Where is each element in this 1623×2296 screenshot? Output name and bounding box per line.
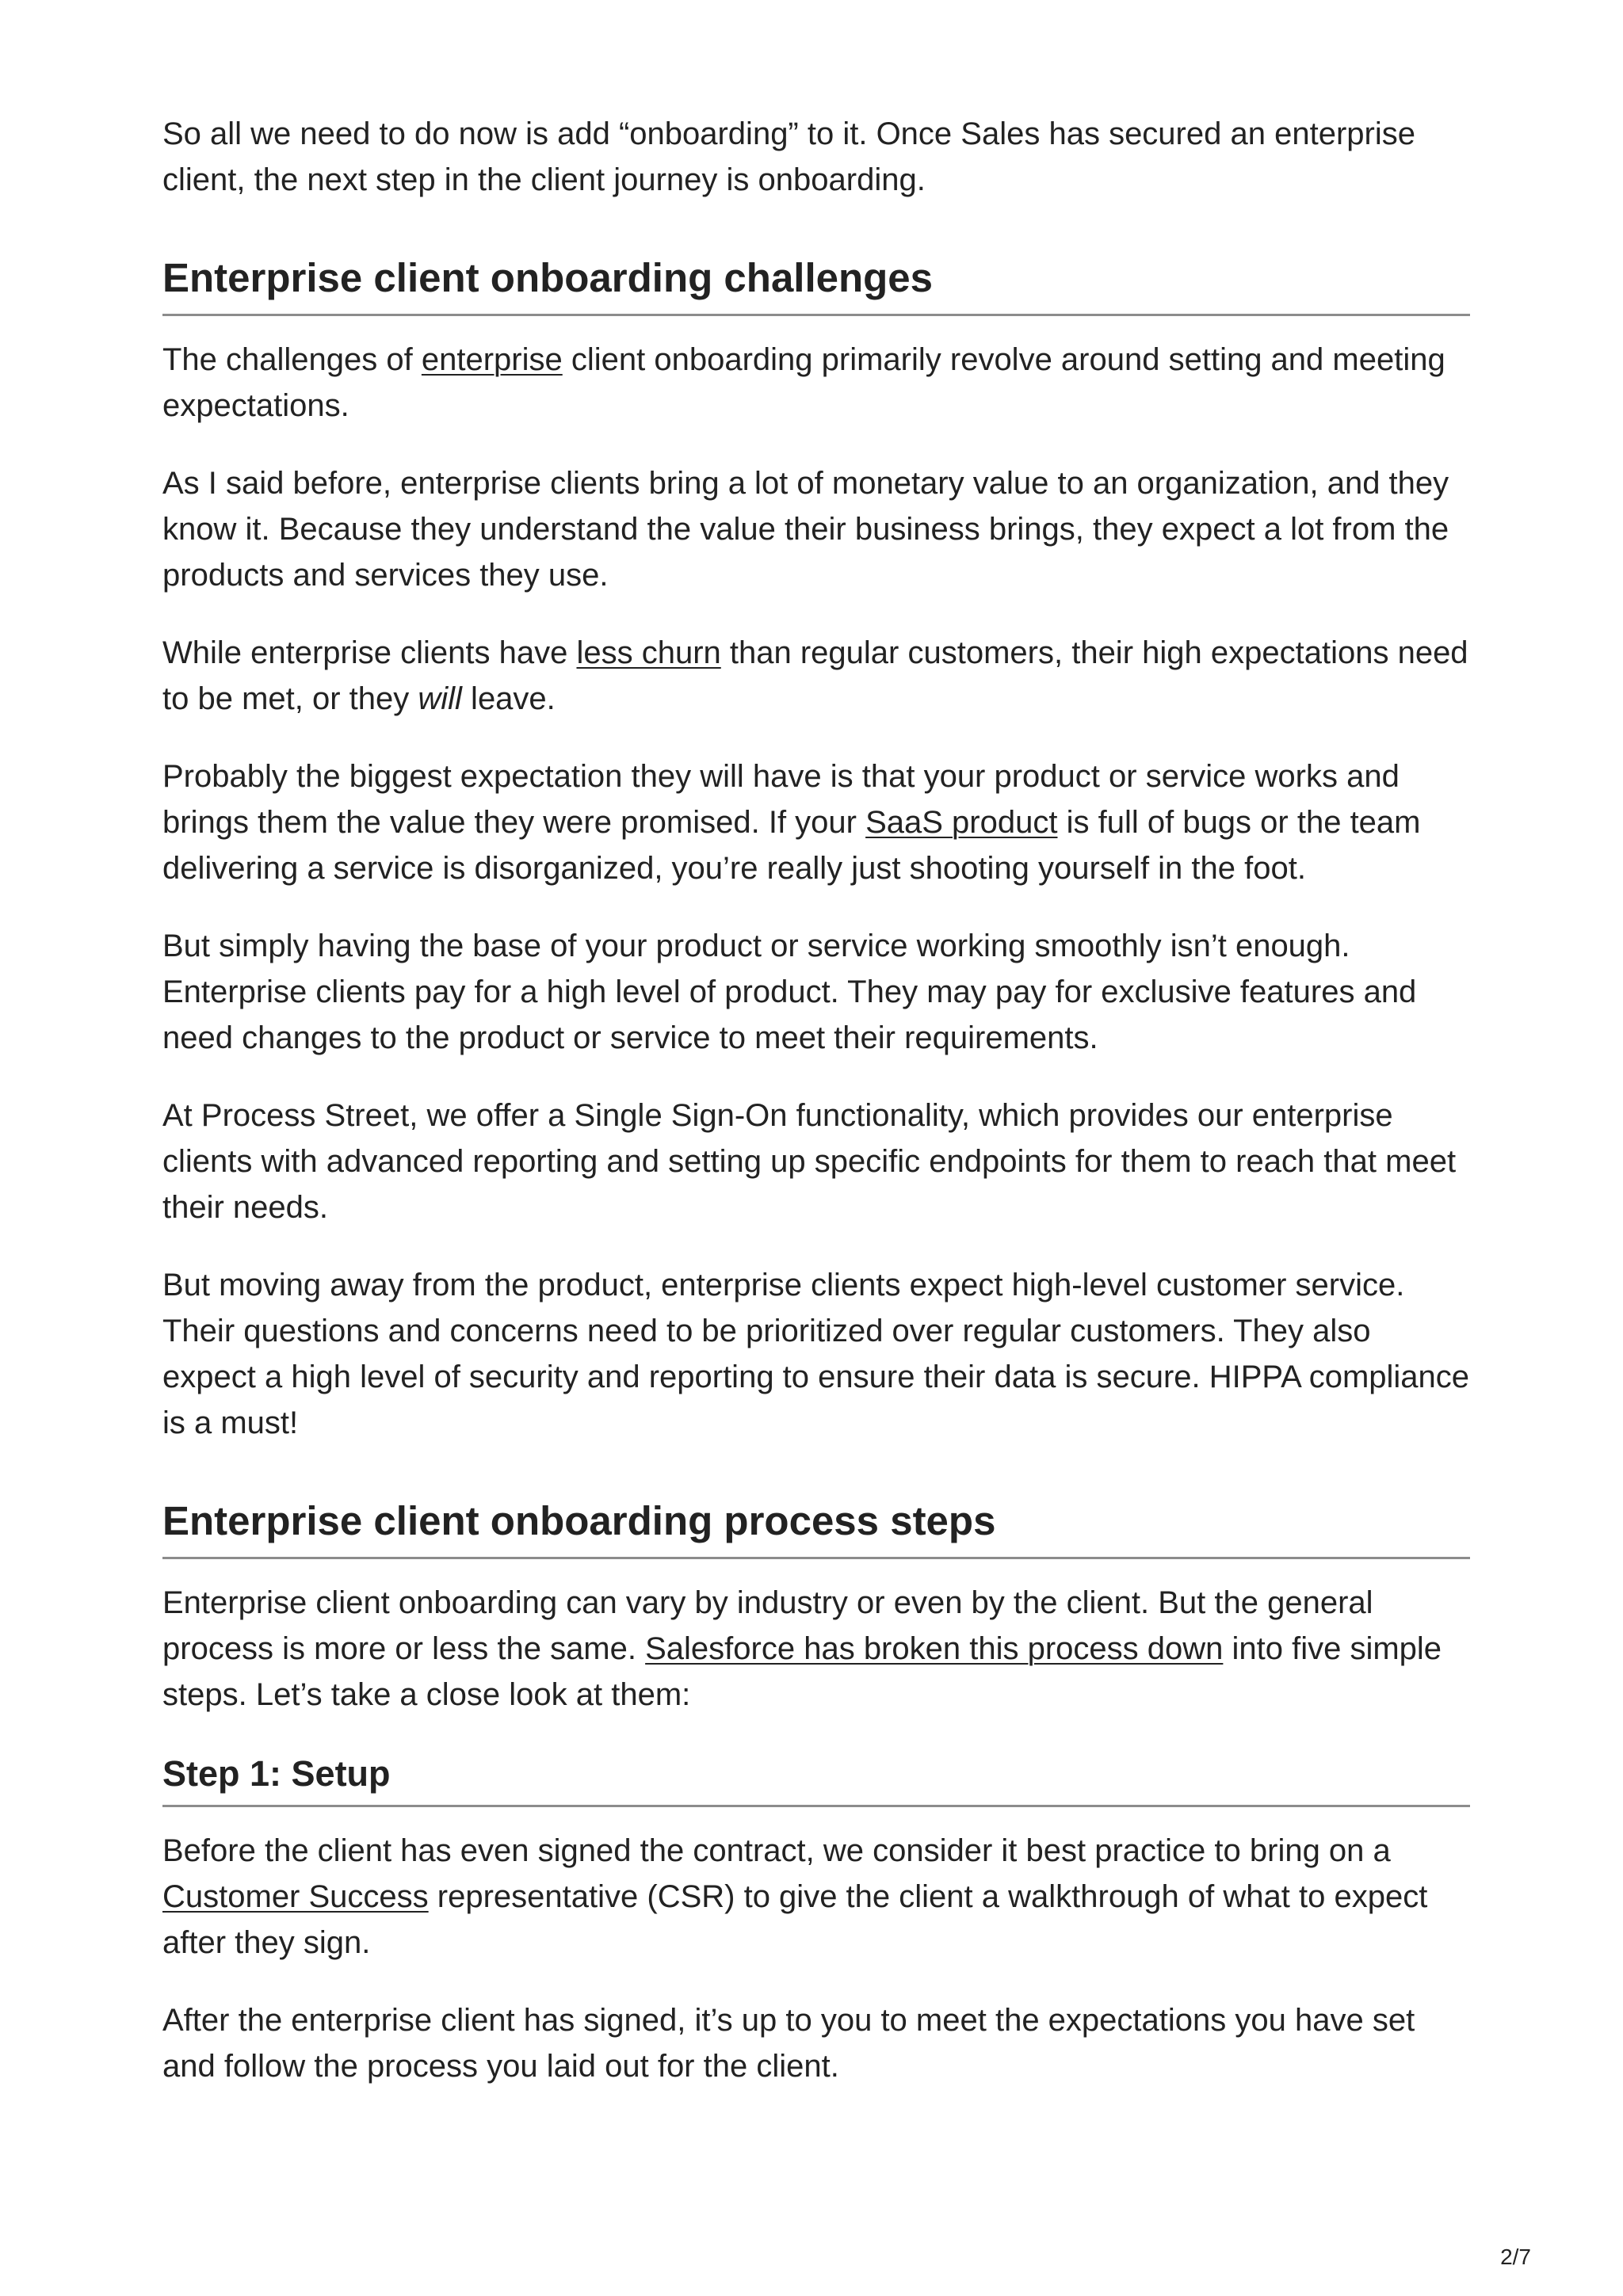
link-customer-success[interactable]: Customer Success [162, 1879, 429, 1914]
link-less-churn[interactable]: less churn [576, 635, 721, 670]
challenges-paragraph-4: Probably the biggest expectation they will have is that your product or service works and brings them the value they were promised. If your SaaS product is full of bugs or the team delivering a service is disorganized, you’re really just shooting yourself in the foot. [162, 759, 1421, 886]
heading-challenges: Enterprise client onboarding challenges [162, 250, 1470, 316]
challenges-paragraph-3: While enterprise clients have less churn than regular customers, their high expectations need to be met, or they will leave. [162, 635, 1468, 716]
step1-paragraph-1: Before the client has even signed the contract, we consider it best practice to bring on a Customer Success representative (CSR) to give the client a walkthrough of what to expect after they sign. [162, 1833, 1428, 1960]
intro-paragraph: So all we need to do now is add “onboarding” to it. Once Sales has secured an enterprise client, the next step in the client journey is onboarding. [162, 116, 1415, 197]
link-saas-product[interactable]: SaaS product [865, 805, 1058, 840]
page-number: 2/7 [1500, 2245, 1531, 2269]
challenges-paragraph-5: But simply having the base of your product or service working smoothly isn’t enough. Enterprise clients pay for a high level of product. They may pay for exclusive features and need changes to the product or service to meet their requirements. [162, 929, 1417, 1055]
heading-step-1: Step 1: Setup [162, 1749, 1470, 1807]
step1-paragraph-2: After the enterprise client has signed, it’s up to you to meet the expectations you have set and follow the process you laid out for the client. [162, 2003, 1415, 2084]
link-salesforce[interactable]: Salesforce has broken this process down [645, 1631, 1224, 1666]
challenges-paragraph-2: As I said before, enterprise clients bring a lot of monetary value to an organization, and they know it. Because they understand the value their business brings, they expect a lot from the products and services they use. [162, 466, 1449, 593]
challenges-paragraph-7: But moving away from the product, enterprise clients expect high-level customer service. Their questions and concerns need to be prioritized over regular customers. They also expect a high level of security and reporting to ensure their data is secure. HIPPA compliance is a must! [162, 1268, 1470, 1440]
challenges-paragraph-6: At Process Street, we offer a Single Sign-On functionality, which provides our enterprise clients with advanced reporting and setting up specific endpoints for them to reach that meet their needs. [162, 1098, 1457, 1225]
heading-process-steps: Enterprise client onboarding process steps [162, 1493, 1470, 1559]
link-enterprise[interactable]: enterprise [421, 342, 563, 377]
steps-paragraph-1: Enterprise client onboarding can vary by industry or even by the client. But the general process is more or less the same. Salesforce has broken this process down into five simple steps. Let’s take a close look at them: [162, 1585, 1442, 1712]
challenges-paragraph-1: The challenges of enterprise client onboarding primarily revolve around setting and meeting expectations. [162, 342, 1445, 423]
article-page [162, 111, 1470, 2121]
